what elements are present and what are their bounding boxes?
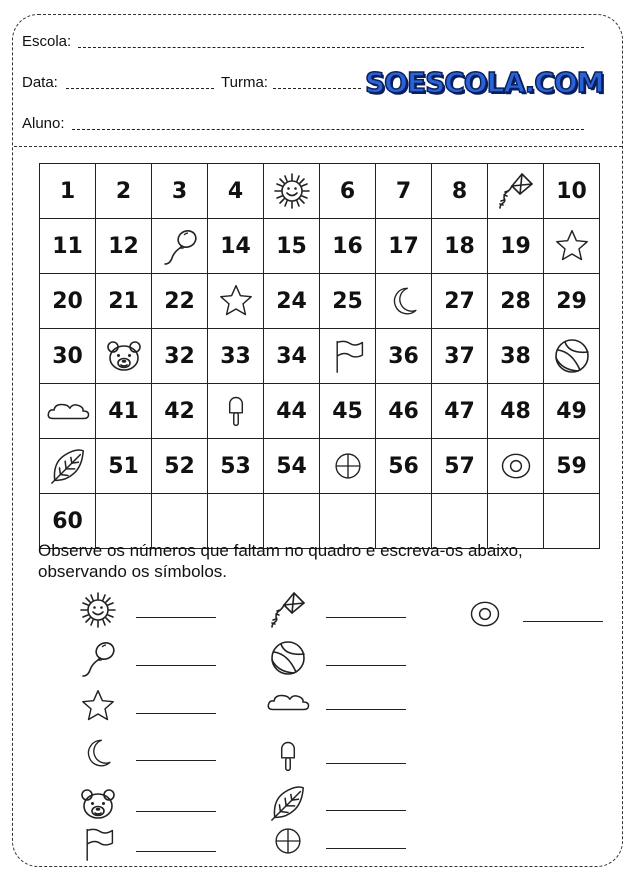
grid-cell-number: 8 (432, 164, 488, 219)
grid-cell-number: 51 (96, 439, 152, 494)
answer-row-cloud (258, 688, 406, 716)
grid-cell-number: 46 (376, 384, 432, 439)
grid-cell-target-icon (488, 439, 544, 494)
grid-cell-number: 14 (208, 219, 264, 274)
answer-blank[interactable] (326, 665, 406, 666)
answer-blank[interactable] (136, 851, 216, 852)
grid-cell-number: 16 (320, 219, 376, 274)
grid-cell-number: 11 (40, 219, 96, 274)
student-field[interactable] (72, 129, 584, 130)
popsicle-icon (258, 736, 318, 776)
answer-row-target (455, 596, 603, 632)
answer-row-leaf (258, 784, 406, 822)
grid-cell-number: 21 (96, 274, 152, 329)
grid-cell-number: 30 (40, 329, 96, 384)
answer-row-sun (68, 590, 216, 630)
grid-row (40, 384, 600, 439)
leaf-icon (258, 784, 318, 822)
grid-cell-number: 54 (264, 439, 320, 494)
kite-icon (258, 590, 318, 630)
grid-row (40, 164, 600, 219)
grid-cell-number: 19 (488, 219, 544, 274)
grid-cell-number: 6 (320, 164, 376, 219)
grid-cell-number: 45 (320, 384, 376, 439)
grid-cell-number: 49 (544, 384, 600, 439)
bear-icon (68, 784, 128, 824)
balloon-icon (68, 638, 128, 678)
moon-icon (68, 736, 128, 770)
grid-cell-number: 57 (432, 439, 488, 494)
grid-cell-number: 4 (208, 164, 264, 219)
instructions: Observe os números que faltam no quadro e escreva-os abaixo, observando os símbolos. (38, 541, 523, 581)
grid-cell-number: 34 (264, 329, 320, 384)
grid-cell-ball-icon (544, 329, 600, 384)
grid-cell-number: 15 (264, 219, 320, 274)
grid-cell-kite-icon (488, 164, 544, 219)
answer-row-ball (258, 638, 406, 678)
answer-blank[interactable] (326, 763, 406, 764)
grid-cell-star-icon (544, 219, 600, 274)
class-field[interactable] (273, 88, 361, 89)
grid-cell-number: 33 (208, 329, 264, 384)
answer-blank[interactable] (136, 665, 216, 666)
grid-cell-number: 22 (152, 274, 208, 329)
grid-cell-number: 24 (264, 274, 320, 329)
grid-cell-number: 60 (40, 494, 96, 549)
grid-cell-moon-icon (376, 274, 432, 329)
grid-cell-flag-icon (320, 329, 376, 384)
grid-row (40, 219, 600, 274)
school-label: Escola: (22, 33, 72, 50)
date-label: Data: (22, 74, 58, 91)
grid-cell-star-icon (208, 274, 264, 329)
grid-cell-number: 38 (488, 329, 544, 384)
answer-blank[interactable] (523, 621, 603, 622)
grid-cell-number: 2 (96, 164, 152, 219)
grid-cell-number: 12 (96, 219, 152, 274)
student-label: Aluno: (22, 115, 65, 132)
answer-blank[interactable] (326, 709, 406, 710)
grid-row (40, 274, 600, 329)
grid-cell-number: 10 (544, 164, 600, 219)
answer-blank[interactable] (136, 617, 216, 618)
number-grid (39, 163, 600, 549)
grid-cell-number: 47 (432, 384, 488, 439)
grid-cell-balloon-icon (152, 219, 208, 274)
circle-cross-icon (258, 824, 318, 858)
flag-icon (68, 824, 128, 864)
grid-cell-number: 20 (40, 274, 96, 329)
grid-cell-circle-cross-icon (320, 439, 376, 494)
grid-cell-number: 29 (544, 274, 600, 329)
grid-cell-number: 25 (320, 274, 376, 329)
grid-cell-number: 18 (432, 219, 488, 274)
grid-cell-number: 7 (376, 164, 432, 219)
grid-cell-number: 32 (152, 329, 208, 384)
answer-blank[interactable] (136, 713, 216, 714)
answer-row-moon (68, 736, 216, 770)
target-icon (455, 596, 515, 632)
answer-row-circle-cross (258, 824, 406, 858)
grid-cell-number: 3 (152, 164, 208, 219)
grid-row (40, 329, 600, 384)
answer-row-star (68, 688, 216, 724)
answer-blank[interactable] (136, 760, 216, 761)
answer-blank[interactable] (326, 617, 406, 618)
site-logo: SOESCOLA.COM (365, 66, 604, 99)
answer-blank[interactable] (136, 811, 216, 812)
grid-cell-number: 1 (40, 164, 96, 219)
date-field[interactable] (66, 88, 214, 89)
grid-cell-number: 53 (208, 439, 264, 494)
answer-blank[interactable] (326, 848, 406, 849)
answer-row-kite (258, 590, 406, 630)
grid-cell-cloud-icon (40, 384, 96, 439)
answer-row-bear (68, 784, 216, 824)
star-icon (68, 688, 128, 724)
grid-cell-popsicle-icon (208, 384, 264, 439)
grid-cell-number: 42 (152, 384, 208, 439)
grid-cell-number: 27 (432, 274, 488, 329)
grid-cell-number: 28 (488, 274, 544, 329)
header-separator (14, 146, 622, 147)
grid-cell-leaf-icon (40, 439, 96, 494)
grid-cell-number: 41 (96, 384, 152, 439)
grid-cell-number: 56 (376, 439, 432, 494)
answer-row-popsicle (258, 736, 406, 776)
grid-cell-number: 37 (432, 329, 488, 384)
grid-cell-number: 52 (152, 439, 208, 494)
grid-cell-bear-icon (96, 329, 152, 384)
grid-row (40, 439, 600, 494)
grid-cell-number: 17 (376, 219, 432, 274)
grid-cell-number: 36 (376, 329, 432, 384)
answer-row-balloon (68, 638, 216, 678)
answer-blank[interactable] (326, 810, 406, 811)
grid-cell-number: 48 (488, 384, 544, 439)
grid-cell-sun-icon (264, 164, 320, 219)
grid-cell-number: 59 (544, 439, 600, 494)
school-field[interactable] (78, 47, 584, 48)
cloud-icon (258, 688, 318, 716)
grid-cell-number: 44 (264, 384, 320, 439)
sun-icon (68, 590, 128, 630)
ball-icon (258, 638, 318, 678)
class-label: Turma: (221, 74, 268, 91)
answer-row-flag (68, 824, 216, 864)
